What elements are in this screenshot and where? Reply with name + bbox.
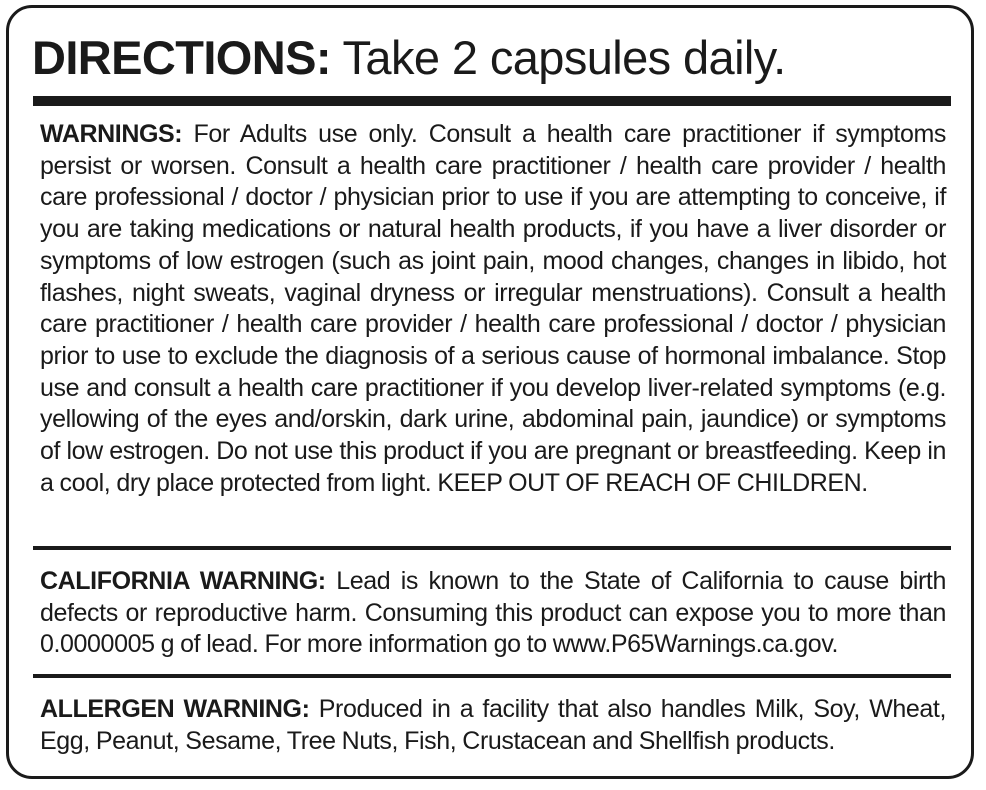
directions-heading: DIRECTIONS: (32, 31, 331, 84)
allergen-warning-section (40, 694, 946, 757)
california-warning-section (40, 566, 946, 661)
directions-line (32, 26, 952, 90)
warnings-text: For Adults use only. Consult a health care practitioner if symptoms persist or worsen. Consult a health care practitioner / health care provider / health care professional / doctor / physician prior to use if you are attempting to conceive, if you are taking medications or natural health products, if you have a liver disorder or symptoms of low estrogen (such as joint pain, mood changes, changes in libido, hot flashes, night sweats, vaginal dryness or irregular menstruations). Consult a health care practitioner / health care provider / health care professional / doctor / physician prior to use to exclude the diagnosis of a serious cause of hormonal imbalance. Stop use and consult a health care practitioner if you develop liver-related symptoms (e.g. yellowing of the eyes and/orskin, dark urine, abdominal pain, jaundice) or symptoms of low estrogen. Do not use this product if you are pregnant or breastfeeding. Keep in a cool, dry place protected from light. KEEP OUT OF REACH OF CHILDREN. (40, 120, 946, 497)
california-warning-heading: CALIFORNIA WARNING: (40, 567, 326, 595)
allergen-warning-heading: ALLERGEN WARNING: (40, 695, 310, 723)
divider (33, 674, 951, 678)
divider (33, 546, 951, 550)
warnings-heading: WARNINGS: (40, 120, 183, 148)
thick-divider (33, 96, 951, 106)
directions-text: Take 2 capsules daily. (330, 31, 786, 84)
warnings-section (40, 119, 946, 499)
california-warning-text: Lead is known to the State of California to cause birth defects or reproductive harm. Consuming this product can expose you to more than 0.0000005 g of lead. For more information go to www.P65Warnings.ca.gov. (40, 567, 946, 659)
allergen-warning-text: Produced in a facility that also handles Milk, Soy, Wheat, Egg, Peanut, Sesame, Tree Nuts, Fish, Crustacean and Shellfish products. (40, 695, 946, 755)
